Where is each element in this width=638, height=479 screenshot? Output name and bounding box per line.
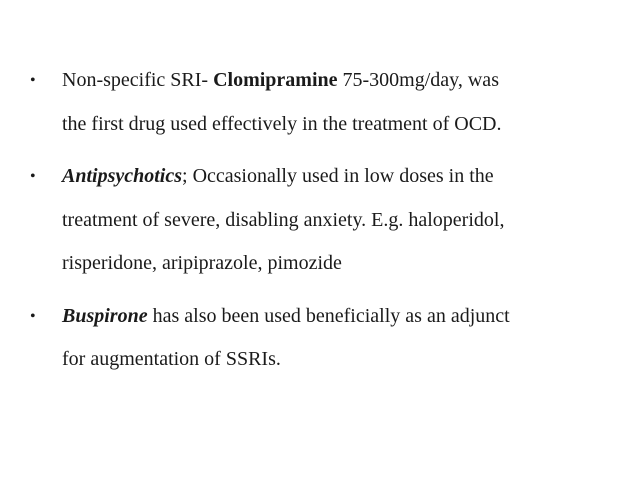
bullet-line: risperidone, aripiprazole, pimozide — [62, 252, 342, 274]
bullet-list — [30, 59, 620, 382]
drug-class-bold-italic: Antipsychotics — [62, 165, 183, 187]
bullet-line — [62, 155, 620, 199]
bullet-line — [62, 59, 620, 103]
drug-name-bold-italic: Buspirone — [62, 304, 148, 327]
bullet-dot-icon: • — [30, 168, 36, 185]
bullet-buspirone — [30, 295, 620, 382]
bullet-dot-icon: • — [30, 72, 36, 89]
bullet-line: the first drug used effectively in the treatment of OCD. — [62, 112, 502, 135]
drug-name-bold: Clomipramine — [213, 69, 338, 91]
bullet-line — [62, 295, 620, 339]
bullet-line: treatment of severe, disabling anxiety. E.g. haloperidol, — [62, 208, 505, 231]
line-text: Non-specific SRI- — [62, 69, 214, 91]
bullet-antipsychotics — [30, 155, 620, 286]
line-text: ; Occasionally used in low doses in the — [182, 165, 494, 187]
bullet-dot-icon: • — [30, 307, 36, 325]
line-text: has also been used beneficially as an adjunct — [147, 304, 510, 327]
bullet-clomipramine — [30, 59, 620, 146]
bullet-line: for augmentation of SSRIs. — [62, 348, 281, 370]
line-text: 75-300mg/day, was — [337, 69, 499, 91]
